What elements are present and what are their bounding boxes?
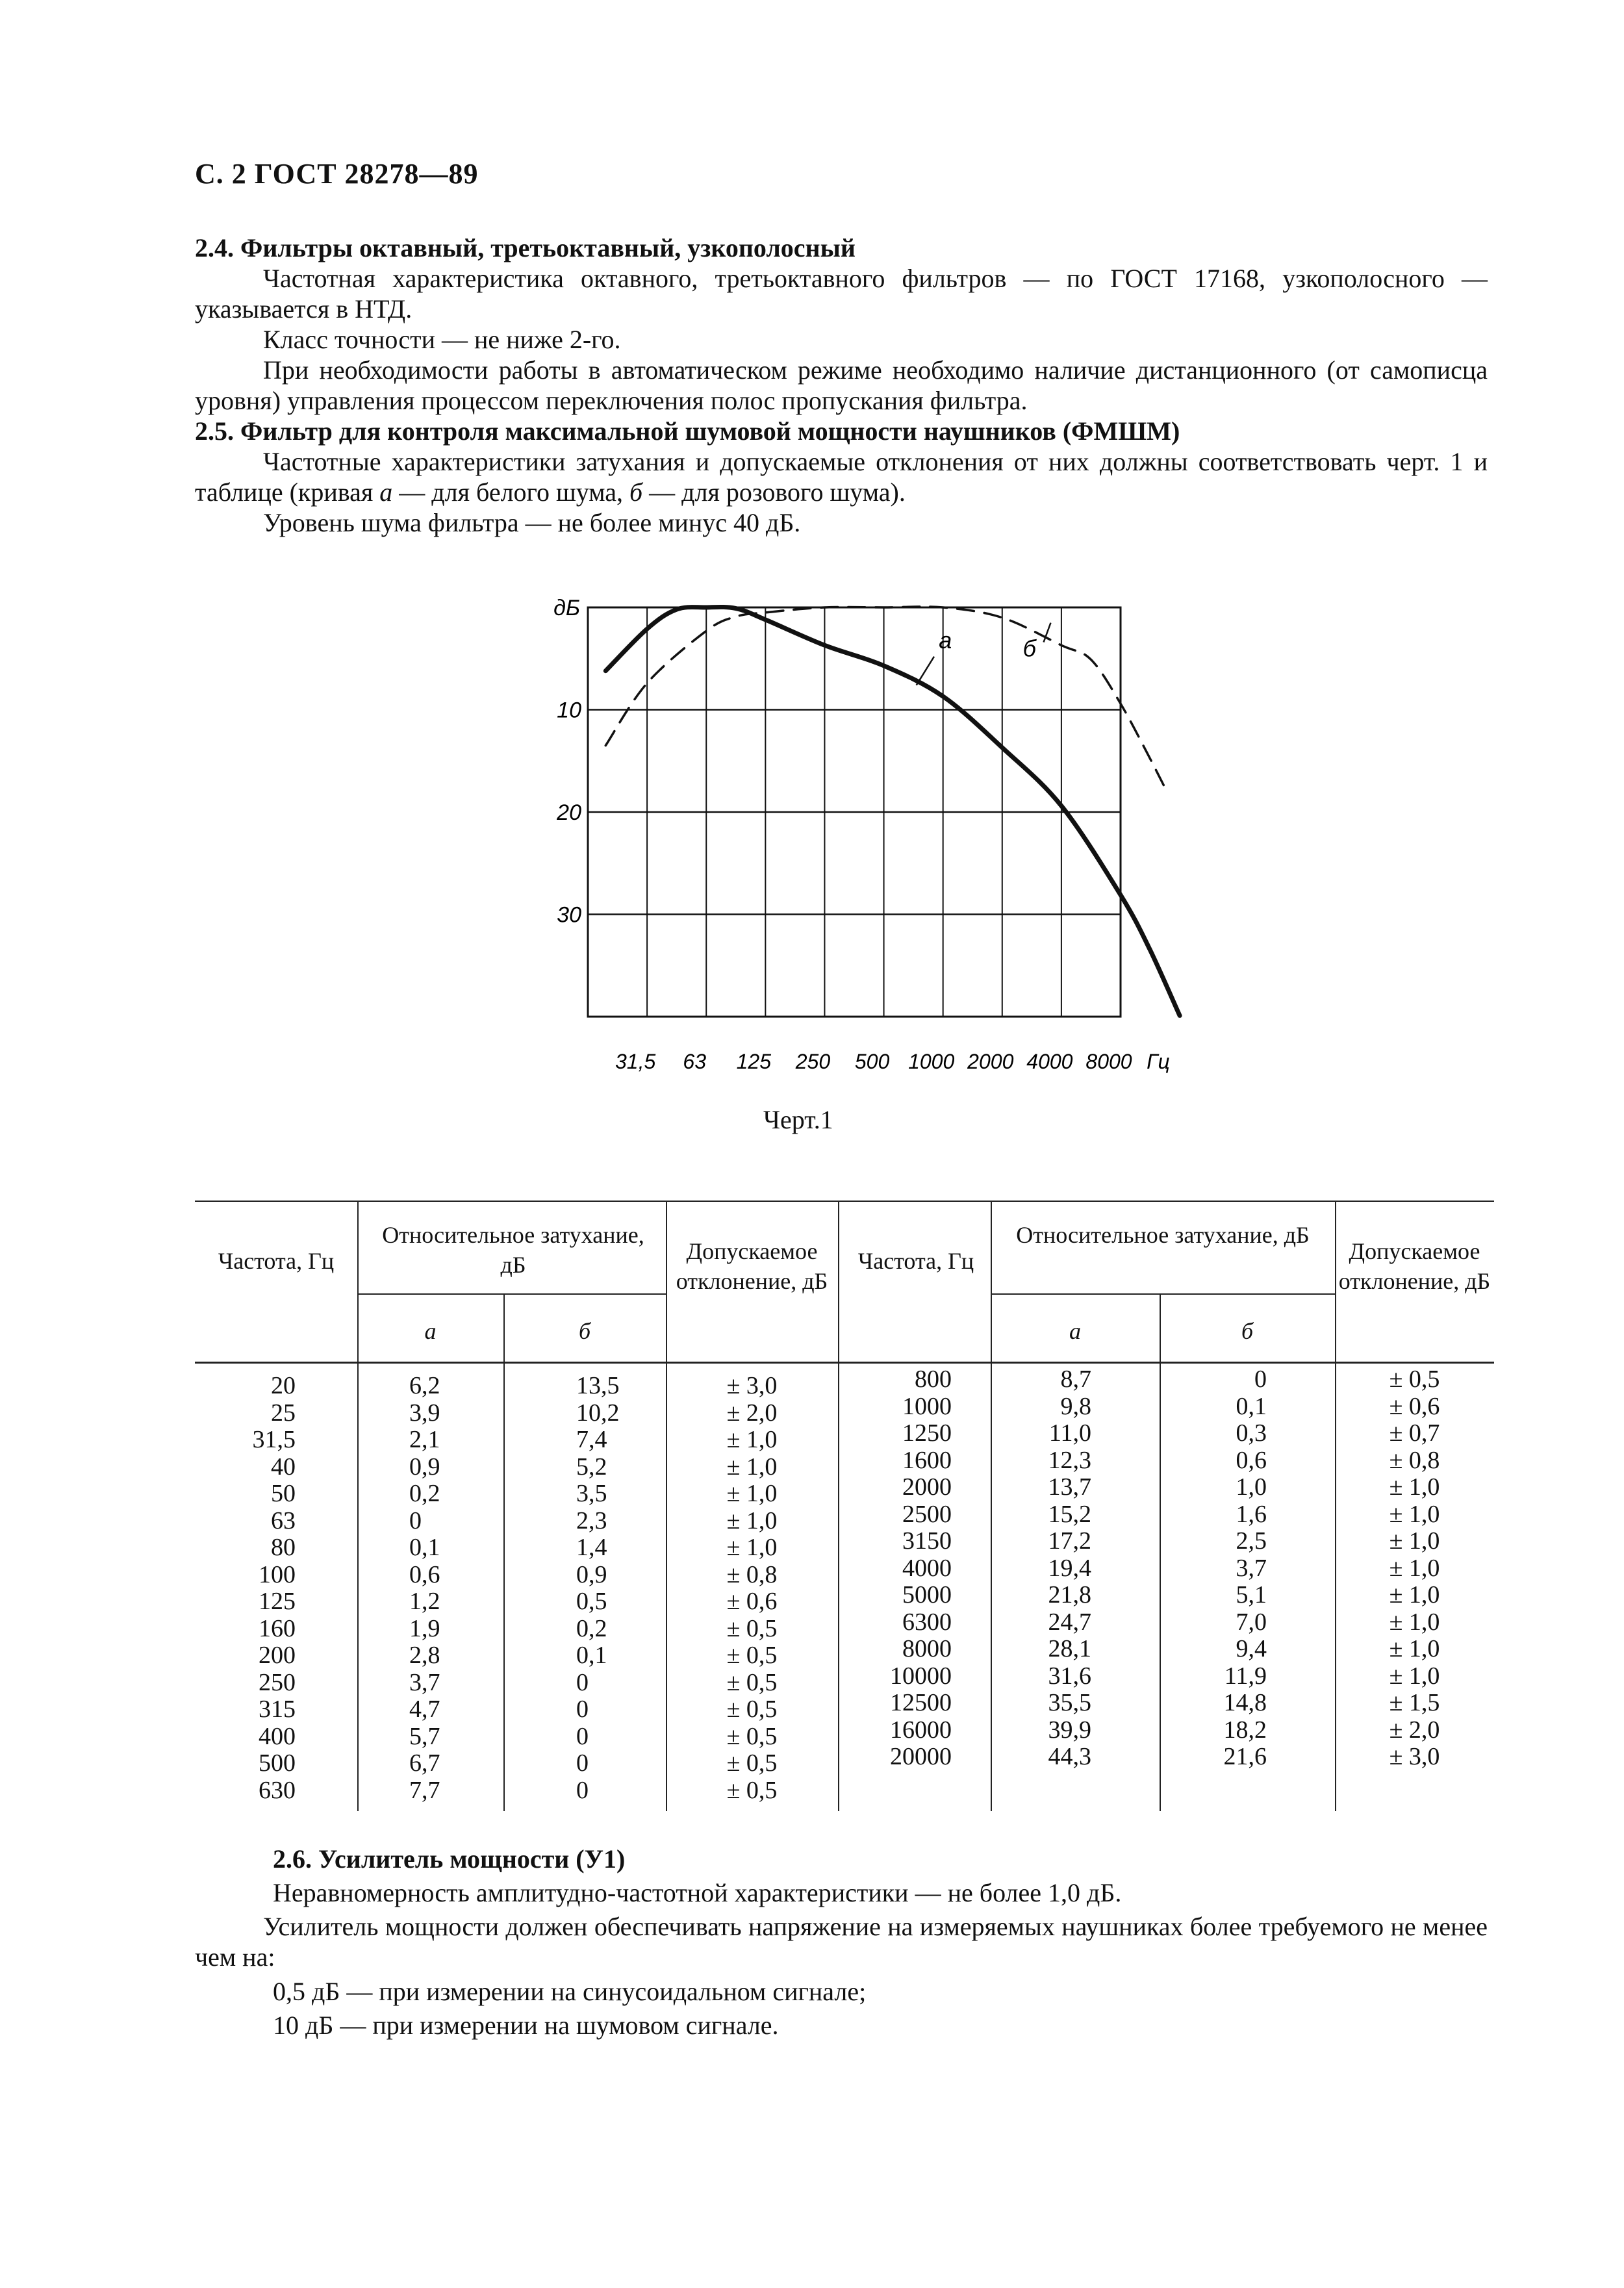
table-cell-b: 13,5 — [576, 1372, 620, 1399]
x-tick-label: 63 — [683, 1050, 707, 1073]
x-tick-label: 500 — [854, 1050, 890, 1073]
figure-caption: Черт.1 — [763, 1105, 833, 1134]
x-tick-label: 8000 — [1085, 1050, 1132, 1073]
y-tick-label: 10 — [557, 698, 581, 723]
x-tick-label: 4000 — [1026, 1050, 1073, 1073]
table-cell-freq: 1600 — [902, 1446, 952, 1474]
section-2-5-title: 2.5. Фильтр для контроля максимальной шумовой мощности наушников (ФМШМ) — [195, 416, 1180, 446]
table-cell-freq: 50 — [271, 1480, 296, 1507]
table-cell-deviation: ± 1,0 — [1389, 1581, 1440, 1608]
section-2-5-p2: Уровень шума фильтра — не более минус 40 дБ. — [263, 508, 801, 537]
table-cell-b: 0 — [576, 1696, 589, 1723]
right-freq-column — [838, 1366, 952, 1771]
table-cell-deviation: ± 1,0 — [1389, 1554, 1440, 1582]
header-b-right: б — [1241, 1318, 1254, 1344]
section-2-5-p1-mid: — для белого шума, — [392, 477, 630, 507]
section-2-5-p1-pre: Частотные характеристики затухания и допускаемые отклонения от них должны соответствовать черт. 1 и таблице (кривая — [195, 447, 1488, 507]
table-cell-freq: 20000 — [890, 1743, 952, 1770]
table-cell-a: 5,7 — [409, 1722, 440, 1750]
table-cell-b: 0,1 — [576, 1642, 607, 1669]
table-cell-a: 28,1 — [1048, 1635, 1091, 1662]
y-axis-label: дБ — [553, 596, 580, 620]
curve-label-b: б — [1022, 635, 1036, 662]
table-cell-deviation: ± 3,0 — [726, 1372, 778, 1399]
table-cell-a: 3,7 — [409, 1668, 440, 1696]
table-cell-deviation: ± 1,0 — [1389, 1473, 1440, 1501]
table-cell-b: 1,6 — [1236, 1500, 1267, 1528]
table-cell-b: 0,5 — [576, 1588, 607, 1615]
table-cell-freq: 63 — [271, 1506, 296, 1534]
table-cell-b: 0 — [576, 1668, 589, 1696]
x-tick-label: 31,5 — [615, 1050, 656, 1073]
table-cell-freq: 500 — [259, 1749, 296, 1777]
header-rel-att-left: Относительное затухание, дБ — [382, 1222, 644, 1278]
table-cell-b: 0,6 — [1236, 1446, 1267, 1474]
chart-series — [605, 607, 1180, 1016]
table-cell-freq: 125 — [259, 1588, 296, 1615]
table-cell-b: 0 — [576, 1776, 589, 1804]
chart-x-ticks — [615, 1050, 1170, 1073]
table-cell-b: 21,6 — [1223, 1743, 1267, 1770]
section-2-6-p2: Усилитель мощности должен обеспечивать напряжение на измеряемых наушниках более требуемого не менее чем на: — [195, 1912, 1488, 1972]
table-cell-a: 24,7 — [1048, 1608, 1091, 1636]
table-cell-b: 0,1 — [1236, 1392, 1267, 1420]
table-cell-deviation: ± 0,8 — [1389, 1446, 1440, 1474]
table-cell-deviation: ± 0,6 — [726, 1588, 778, 1615]
table-cell-freq: 20 — [271, 1372, 296, 1399]
table-cell-deviation: ± 1,0 — [1389, 1527, 1440, 1555]
table-cell-freq: 4000 — [902, 1554, 952, 1582]
right-dev-column — [1338, 1366, 1491, 1771]
table-cell-b: 18,2 — [1223, 1716, 1267, 1744]
table-cell-deviation: ± 2,0 — [726, 1399, 778, 1427]
table-cell-deviation: ± 1,0 — [726, 1506, 778, 1534]
table-cell-a: 44,3 — [1048, 1743, 1091, 1770]
chart-y-ticks — [553, 596, 581, 928]
header-freq-right: Частота, Гц — [857, 1248, 974, 1274]
table-cell-a: 11,0 — [1048, 1419, 1091, 1447]
table-cell-freq: 80 — [271, 1534, 296, 1561]
table-cell-b: 0,9 — [576, 1560, 607, 1588]
table-cell-freq: 40 — [271, 1453, 296, 1481]
table-cell-deviation: ± 1,0 — [726, 1426, 778, 1453]
x-tick-label: 250 — [795, 1050, 831, 1073]
table-cell-deviation: ± 1,0 — [1389, 1635, 1440, 1662]
table-cell-freq: 160 — [259, 1614, 296, 1642]
table-cell-a: 31,6 — [1048, 1662, 1091, 1690]
table-cell-freq: 8000 — [902, 1635, 952, 1662]
table-cell-a: 6,2 — [409, 1372, 440, 1399]
table-cell-deviation: ± 1,0 — [1389, 1662, 1440, 1690]
y-tick-label: 30 — [557, 902, 581, 928]
table-cell-freq: 3150 — [902, 1527, 952, 1555]
curve-b-ref: б — [629, 477, 643, 507]
table-cell-freq: 100 — [259, 1560, 296, 1588]
table-cell-freq: 800 — [915, 1366, 952, 1393]
leader-line-a — [917, 657, 934, 685]
table-cell-a: 6,7 — [409, 1749, 440, 1777]
table-cell-deviation: ± 0,5 — [726, 1749, 778, 1777]
table-cell-b: 0 — [576, 1749, 589, 1777]
header-dev-right: Допускаемое отклонение, дБ — [1338, 1238, 1491, 1294]
header-dev-left: Допускаемое отклонение, дБ — [676, 1238, 828, 1294]
table-cell-a: 4,7 — [409, 1696, 440, 1723]
table-cell-b: 10,2 — [576, 1399, 620, 1427]
table-cell-a: 1,2 — [409, 1588, 440, 1615]
chart-curve-labels — [917, 623, 1051, 685]
section-2-4-title: 2.4. Фильтры октавный, третьоктавный, узкополосный — [195, 233, 856, 262]
table-cell-b: 11,9 — [1224, 1662, 1267, 1690]
table-cell-freq: 6300 — [902, 1608, 952, 1636]
page-header: С. 2 ГОСТ 28278—89 — [195, 158, 479, 190]
section-2-5-p1 — [195, 446, 1488, 507]
section-2-6-title: 2.6. Усилитель мощности (У1) — [273, 1844, 626, 1874]
table-cell-deviation: ± 1,0 — [726, 1453, 778, 1481]
table-cell-deviation: ± 1,5 — [1389, 1689, 1440, 1716]
table-cell-b: 14,8 — [1223, 1689, 1267, 1716]
section-2-6-p1: Неравномерность амплитудно-частотной характеристики — не более 1,0 дБ. — [273, 1878, 1122, 1907]
right-b-column — [1160, 1366, 1267, 1771]
x-unit-label: Гц — [1147, 1050, 1170, 1073]
table-cell-deviation: ± 0,5 — [726, 1776, 778, 1804]
left-a-column — [409, 1373, 500, 1804]
left-b-column — [576, 1373, 661, 1804]
table-cell-a: 9,8 — [1060, 1392, 1091, 1420]
table-cell-deviation: ± 0,5 — [726, 1696, 778, 1723]
table-cell-freq: 1250 — [902, 1419, 952, 1447]
table-cell-b: 0,2 — [576, 1614, 607, 1642]
attenuation-table — [195, 1201, 1494, 1824]
table-cell-deviation: ± 0,5 — [726, 1614, 778, 1642]
table-cell-b: 7,4 — [576, 1426, 607, 1453]
table-cell-deviation: ± 1,0 — [726, 1480, 778, 1507]
x-tick-label: 2000 — [967, 1050, 1014, 1073]
table-cell-deviation: ± 0,5 — [1389, 1366, 1440, 1393]
table-cell-deviation: ± 0,5 — [726, 1642, 778, 1669]
table-cell-freq: 10000 — [890, 1662, 952, 1690]
table-cell-deviation: ± 0,5 — [726, 1722, 778, 1750]
table-cell-a: 0 — [409, 1506, 422, 1534]
table-cell-a: 13,7 — [1048, 1473, 1091, 1501]
header-b-left: б — [578, 1318, 591, 1344]
header-a-left: а — [424, 1318, 437, 1344]
table-cell-deviation: ± 3,0 — [1389, 1743, 1440, 1770]
section-2-4-p1: Частотная характеристика октавного, третьоктавного фильтров — по ГОСТ 17168, узкополосного — указывается в НТД. — [195, 264, 1488, 324]
header-freq-left: Частота, Гц — [218, 1248, 335, 1274]
table-cell-freq: 200 — [259, 1642, 296, 1669]
table-cell-freq: 5000 — [902, 1581, 952, 1608]
left-freq-column — [195, 1373, 296, 1804]
curve-label-a: а — [939, 627, 952, 654]
table-cell-b: 7,0 — [1236, 1608, 1267, 1636]
table-cell-freq: 12500 — [890, 1689, 952, 1716]
curve-a-ref: а — [379, 477, 393, 507]
section-2-4-p2: Класс точности — не ниже 2-го. — [263, 325, 621, 354]
table-cell-deviation: ± 0,6 — [1389, 1392, 1440, 1420]
table-cell-b: 5,1 — [1236, 1581, 1267, 1608]
table-cell-a: 8,7 — [1060, 1366, 1091, 1393]
header-rel-att-right: Относительное затухание, дБ — [1016, 1222, 1310, 1248]
table-cell-b: 3,5 — [576, 1480, 607, 1507]
table-cell-a: 1,9 — [409, 1614, 440, 1642]
table-cell-freq: 25 — [271, 1399, 296, 1427]
x-tick-label: 1000 — [908, 1050, 955, 1073]
table-cell-b: 0 — [576, 1722, 589, 1750]
table-cell-deviation: ± 1,0 — [1389, 1608, 1440, 1636]
left-dev-column — [676, 1373, 828, 1804]
section-2-5-p1-post: — для розового шума). — [642, 477, 906, 507]
attenuation-chart — [533, 585, 1170, 1078]
table-cell-freq: 2000 — [902, 1473, 952, 1501]
table-cell-freq: 16000 — [890, 1716, 952, 1744]
table-cell-freq: 315 — [259, 1696, 296, 1723]
y-tick-label: 20 — [557, 800, 581, 825]
x-tick-label: 125 — [736, 1050, 772, 1073]
table-cell-a: 19,4 — [1048, 1554, 1091, 1582]
section-2-4-p3: При необходимости работы в автоматическом режиме необходимо наличие дистанционного (от самописца уровня) управления процессом переключения полос пропускания фильтра. — [195, 355, 1488, 415]
table-cell-b: 0 — [1254, 1366, 1267, 1393]
section-2-6-p4: 10 дБ — при измерении на шумовом сигнале. — [273, 2011, 779, 2040]
table-cell-a: 7,7 — [409, 1776, 440, 1804]
section-2-6-p3: 0,5 дБ — при измерении на синусоидальном сигнале; — [273, 1977, 867, 2006]
table-cell-a: 3,9 — [409, 1399, 440, 1427]
table-cell-deviation: ± 0,8 — [726, 1560, 778, 1588]
table-cell-freq: 31,5 — [252, 1426, 296, 1453]
table-cell-a: 2,1 — [409, 1426, 440, 1453]
table-cell-b: 2,3 — [576, 1506, 607, 1534]
right-a-column — [991, 1366, 1091, 1771]
table-cell-a: 21,8 — [1048, 1581, 1091, 1608]
table-cell-freq: 400 — [259, 1722, 296, 1750]
table-cell-deviation: ± 0,7 — [1389, 1419, 1440, 1447]
table-cell-b: 2,5 — [1236, 1527, 1267, 1555]
table-cell-a: 0,2 — [409, 1480, 440, 1507]
table-cell-b: 3,7 — [1236, 1554, 1267, 1582]
table-cell-a: 17,2 — [1048, 1527, 1091, 1555]
table-cell-a: 12,3 — [1048, 1446, 1091, 1474]
table-cell-b: 5,2 — [576, 1453, 607, 1481]
table-cell-b: 9,4 — [1236, 1635, 1267, 1662]
table-cell-a: 0,9 — [409, 1453, 440, 1481]
table-cell-a: 35,5 — [1048, 1689, 1091, 1716]
table-cell-deviation: ± 2,0 — [1389, 1716, 1440, 1744]
table-cell-deviation: ± 1,0 — [726, 1534, 778, 1561]
table-cell-a: 39,9 — [1048, 1716, 1091, 1744]
table-cell-b: 0,3 — [1236, 1419, 1267, 1447]
header-a-right: а — [1069, 1318, 1081, 1344]
table-cell-a: 2,8 — [409, 1642, 440, 1669]
table-cell-b: 1,4 — [576, 1534, 607, 1561]
chart-grid — [588, 607, 1121, 1017]
table-cell-freq: 2500 — [902, 1500, 952, 1528]
table-cell-freq: 250 — [259, 1668, 296, 1696]
table-cell-freq: 1000 — [902, 1392, 952, 1420]
table-cell-a: 0,6 — [409, 1560, 440, 1588]
table-cell-deviation: ± 1,0 — [1389, 1500, 1440, 1528]
table-cell-a: 0,1 — [409, 1534, 440, 1561]
table-cell-deviation: ± 0,5 — [726, 1668, 778, 1696]
table-cell-freq: 630 — [259, 1776, 296, 1804]
table-cell-b: 1,0 — [1236, 1473, 1267, 1501]
curve-b-pink-noise — [605, 607, 1168, 794]
table-cell-a: 15,2 — [1048, 1500, 1091, 1528]
